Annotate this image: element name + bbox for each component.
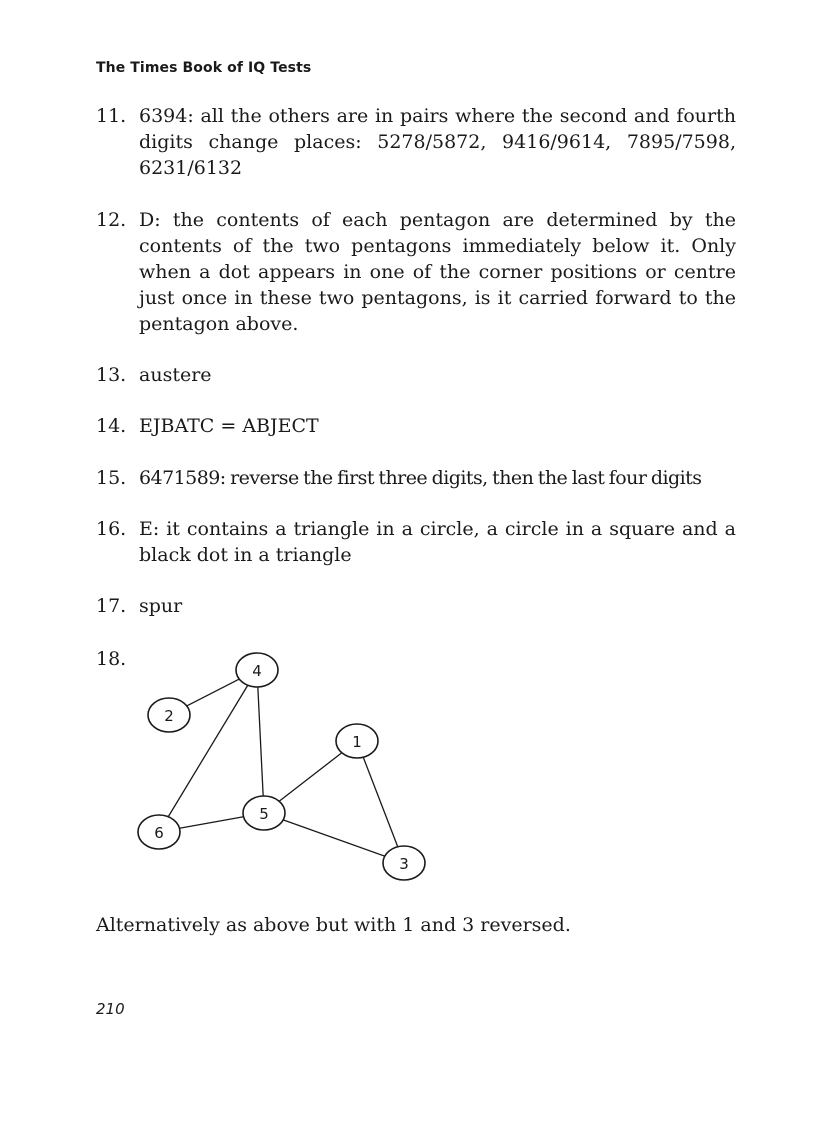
running-head: The Times Book of IQ Tests	[96, 60, 312, 76]
answer-number: 15.	[96, 467, 127, 489]
graph-node-2	[148, 698, 190, 732]
answer-text: austere	[139, 364, 212, 386]
graph-node-6	[138, 815, 180, 849]
answer-text: D: the contents of each pentagon are determined by the contents of the two pentagons immediately below it. Only when a dot appears in one of the corner positions or centre just once in these two pentagons, is it carried forward to the pentagon above.	[139, 209, 736, 335]
node-label: 6	[154, 824, 164, 842]
answer-text: 6471589: reverse the first three digits, then the last four digits	[139, 467, 702, 489]
node-label: 4	[252, 662, 262, 680]
node-label: 1	[352, 733, 362, 751]
answer-text: 6394: all the others are in pairs where the second and fourth digits change places: 5278/5872, 9416/9614, 7895/7598, 6231/6132	[139, 105, 736, 179]
answer-number: 13.	[96, 364, 127, 386]
answer-number: 17.	[96, 595, 127, 617]
graph-node-3	[383, 846, 425, 880]
answer-text: spur	[139, 595, 183, 617]
page-number: 210	[96, 1000, 125, 1018]
node-label: 2	[164, 707, 174, 725]
node-label: 5	[259, 805, 269, 823]
answer-number: 16.	[96, 518, 127, 540]
graph-node-5	[243, 796, 285, 830]
answer-text: EJBATC = ABJECT	[139, 415, 319, 437]
answer-text: E: it contains a triangle in a circle, a circle in a square and a black dot in a triangle	[139, 518, 736, 566]
edge-1-3	[363, 757, 397, 847]
answer-number: 18.	[96, 648, 127, 670]
closing-note: Alternatively as above but with 1 and 3 reversed.	[96, 914, 571, 936]
graph-node-1	[336, 724, 378, 758]
edge-6-5	[179, 817, 243, 829]
answer-number: 12.	[96, 209, 127, 231]
answer-number: 11.	[96, 105, 127, 127]
edge-5-1	[279, 753, 342, 802]
answer-number: 14.	[96, 415, 127, 437]
graph-node-4	[236, 653, 278, 687]
edge-4-5	[258, 687, 263, 796]
node-label: 3	[399, 855, 409, 873]
edge-5-3	[283, 820, 385, 856]
edge-2-4	[187, 679, 239, 706]
